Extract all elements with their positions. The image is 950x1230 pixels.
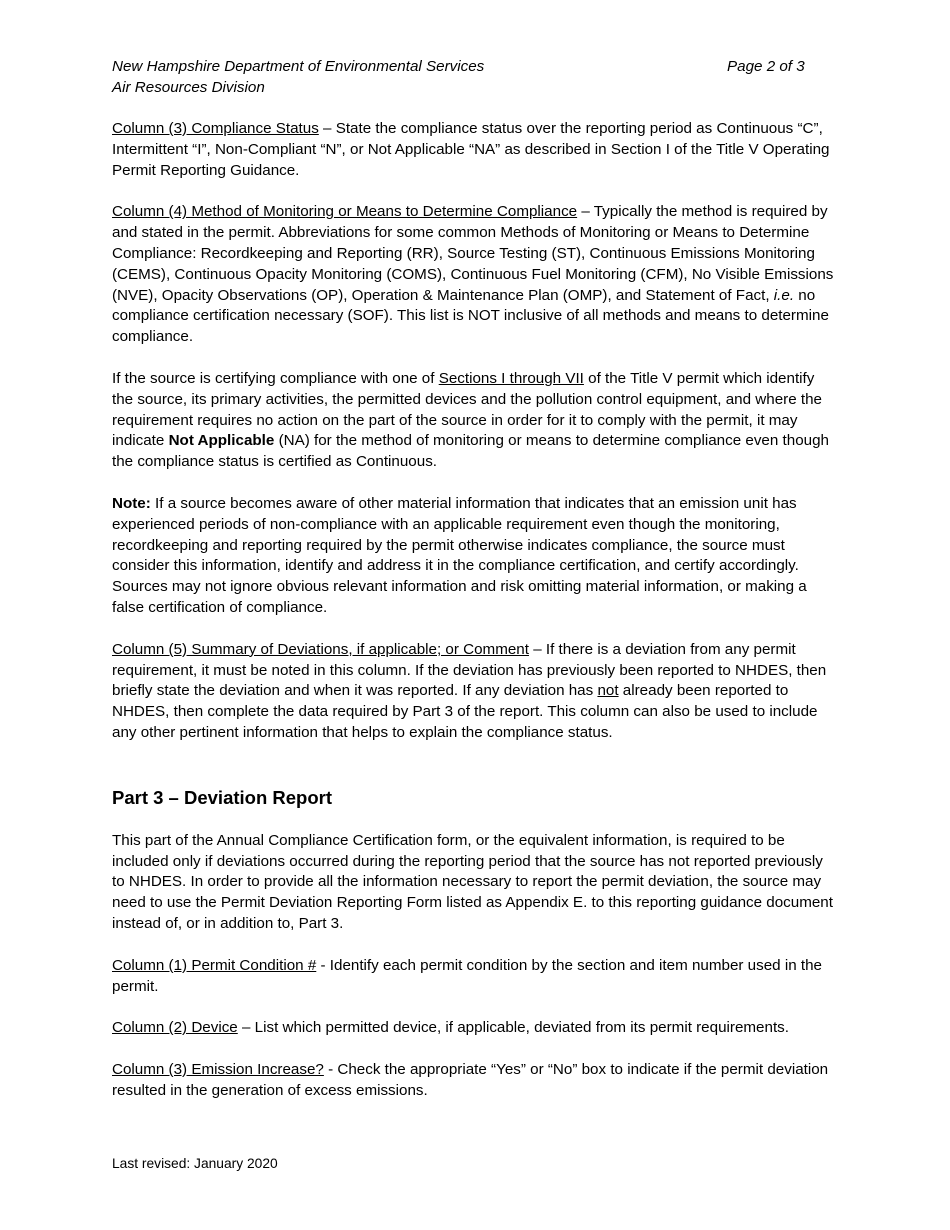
column-5-not: not xyxy=(597,682,619,700)
note-paragraph xyxy=(112,494,836,619)
header-division: Air Resources Division xyxy=(112,79,265,96)
note-label: Note: xyxy=(112,494,151,512)
column-4-method-paragraph xyxy=(112,202,836,348)
column-5-text-b: already been reported to NHDES, then complete the data required by Part 3 of the report. This column can also be used to include any other pertinent information that helps to explain the compliance status. xyxy=(112,682,818,741)
part-3-intro-paragraph: This part of the Annual Compliance Certification form, or the equivalent information, is required to be included only if deviations occurred during the reporting period that the source has not reported previously to NHDES. In order to provide all the information necessary to report the permit deviation, the source may need to use the Permit Deviation Reporting Form listed as Appendix E. to this reporting guidance document instead of, or in addition to, Part 3. xyxy=(112,831,833,932)
not-applicable-paragraph xyxy=(112,369,836,473)
deviation-column-2-paragraph xyxy=(112,1018,836,1039)
column-5-summary-paragraph xyxy=(112,640,836,744)
not-applicable-bold: Not Applicable xyxy=(168,432,275,450)
deviation-column-1-text: - Identify each permit condition by the section and item number used in the permit. xyxy=(112,956,822,995)
deviation-column-1-paragraph xyxy=(112,956,836,998)
column-3-heading: Column (3) Compliance Status xyxy=(112,120,319,137)
source-text-b: of the Title V permit which identify the source, its primary activities, the permitted devices and the pollution control equipment, and where the requirement requires no action on the part of the source in order for it to comply with the permit, it may indicate xyxy=(112,369,822,450)
source-text-c: (NA) for the method of monitoring or means to determine compliance even though the compliance status is certified as Continuous. xyxy=(112,432,829,471)
column-3-text: – State the compliance status over the reporting period as Continuous “C”, Intermittent “I”, Non-Compliant “N”, or Not Applicable “NA” as described in Section I of the Title V Operating Permit Reporting Guidance. xyxy=(112,120,830,179)
page-header xyxy=(112,56,836,98)
note-text: If a source becomes aware of other material information that indicates that an emission unit has experienced periods of non-compliance with an applicable requirement even though the monitoring, recordkeeping and reporting required by the permit otherwise indicates compliance, the source must consider this information, identify and address it in the compliance certification, and certify accordingly. Sources may not ignore obvious relevant information and risk omitting material information, or making a false certification of compliance. xyxy=(112,494,807,616)
deviation-column-3-heading: Column (3) Emission Increase? xyxy=(112,1061,324,1079)
column-3-compliance-status-paragraph xyxy=(112,119,836,181)
column-4-heading: Column (4) Method of Monitoring or Means to Determine Compliance xyxy=(112,203,578,221)
column-4-text-b: no compliance certification necessary (SOF). This list is NOT inclusive of all methods and means to determine compliance. xyxy=(112,286,829,346)
deviation-column-2-heading: Column (2) Device xyxy=(112,1019,238,1037)
document-page xyxy=(112,56,836,1102)
deviation-column-2-text: – List which permitted device, if applicable, deviated from its permit requirements. xyxy=(237,1019,789,1037)
column-4-ie: i.e. xyxy=(773,286,795,304)
source-text-a: If the source is certifying compliance with one of xyxy=(112,369,439,387)
column-5-text-a: – If there is a deviation from any permit requirement, it must be noted in this column. If the deviation has previously been reported to NHDES, then briefly state the deviation and when it was reported. If any deviation has xyxy=(112,640,827,700)
page-number: Page 2 of 3 xyxy=(727,58,805,75)
deviation-column-3-text: - Check the appropriate “Yes” or “No” box to indicate if the permit deviation resulted in the generation of excess emissions. xyxy=(112,1061,829,1099)
header-agency: New Hampshire Department of Environmental Services xyxy=(112,58,485,75)
page-footer: Last revised: January 2020 xyxy=(112,1156,278,1171)
deviation-column-1-heading: Column (1) Permit Condition # xyxy=(112,956,317,974)
column-5-heading: Column (5) Summary of Deviations, if applicable; or Comment xyxy=(112,640,529,658)
column-4-text-a: – Typically the method is required by and stated in the permit. Abbreviations for some common Methods of Monitoring or Means to Determine Compliance: Recordkeeping and Reporting (RR), Source Testing (ST), Continuous Emissions Monitoring (CEMS), Continuous Opacity Monitoring (COMS), Continuous Fuel Monitoring (CFM), No Visible Emissions (NVE), Opacity Observations (OP), Operation & Maintenance Plan (OMP), and Statement of Fact, xyxy=(112,203,834,304)
sections-reference: Sections I through VII xyxy=(438,369,584,387)
deviation-column-3-paragraph xyxy=(112,1060,836,1102)
part-3-heading: Part 3 – Deviation Report xyxy=(112,786,333,808)
